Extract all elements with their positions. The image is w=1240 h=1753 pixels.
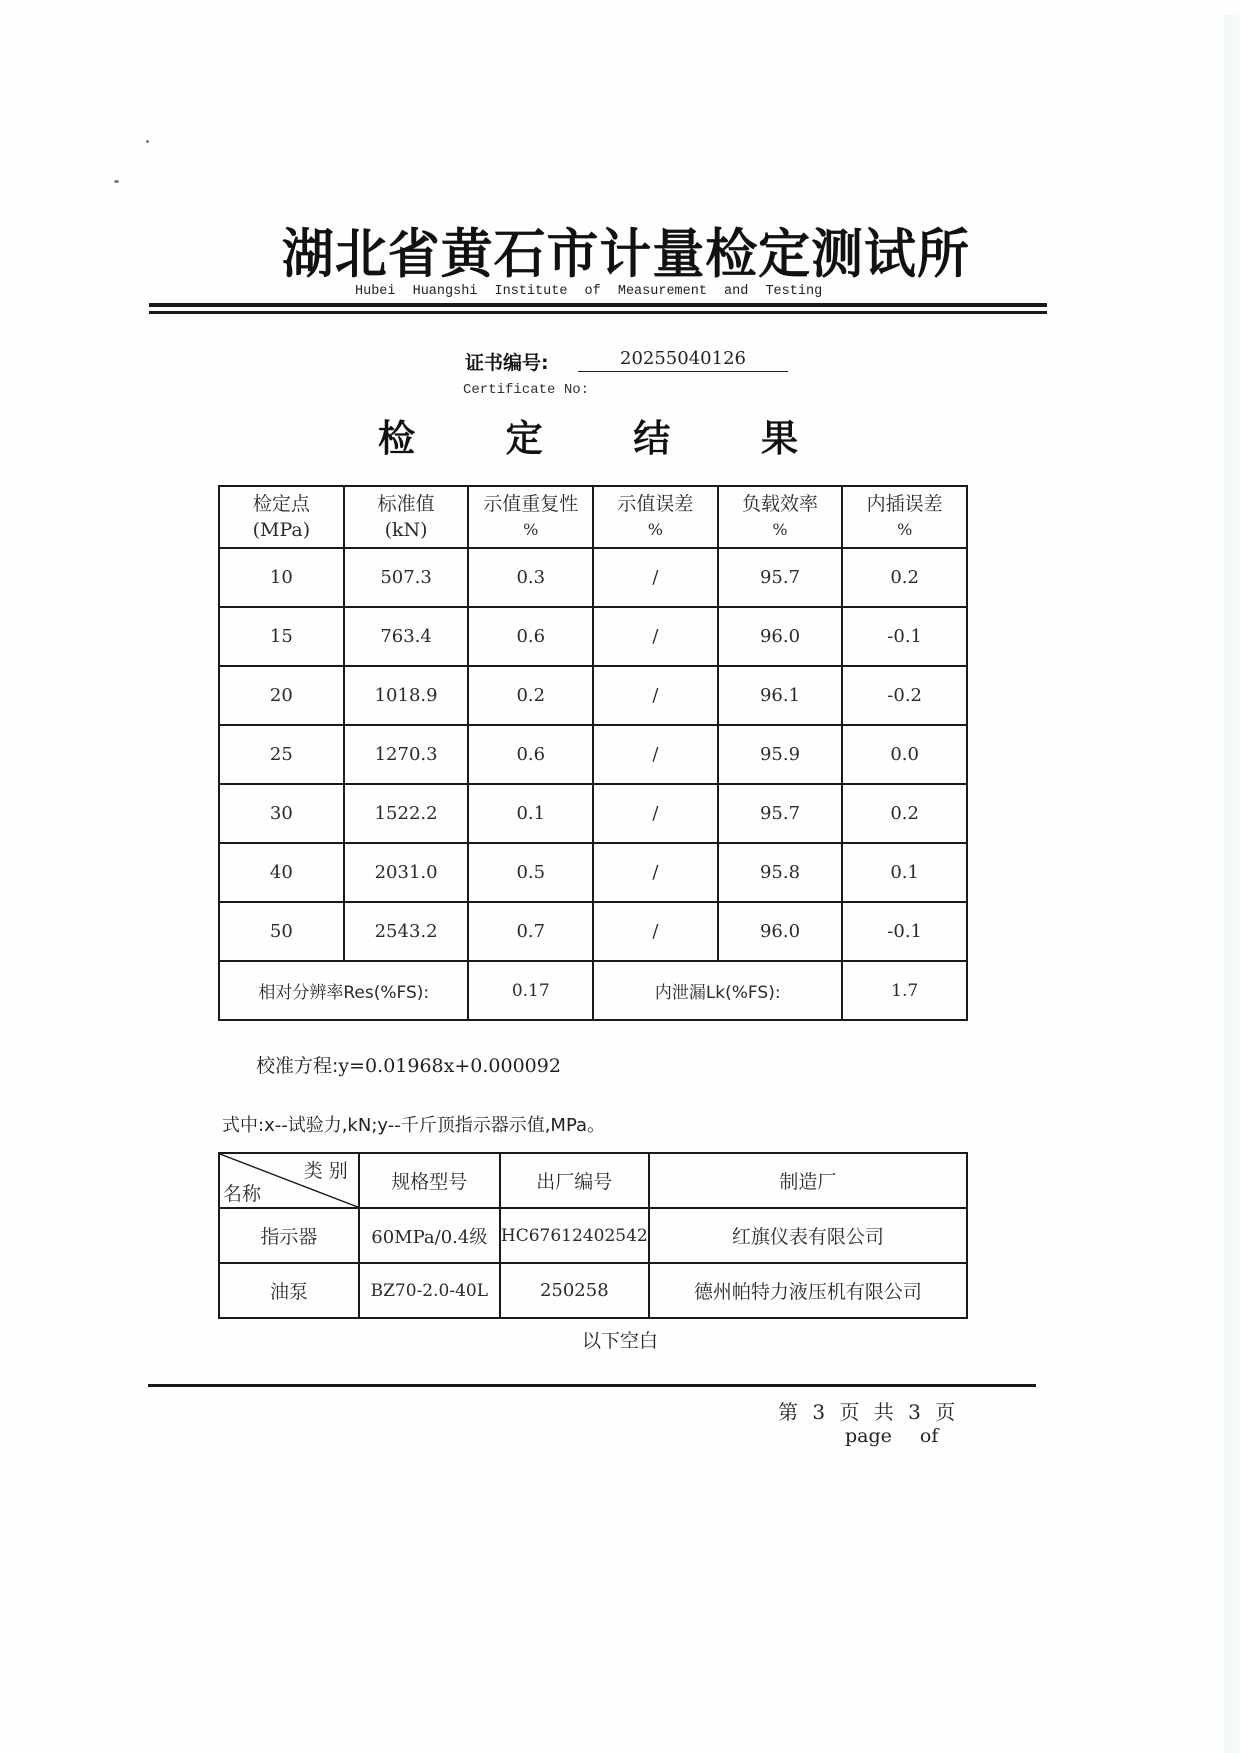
column-header: 标准值 (kN) xyxy=(344,486,469,548)
cell-test-point: 50 xyxy=(219,902,344,961)
cell-load-efficiency: 96.1 xyxy=(718,666,843,725)
page-number-cn: 第 3 页 共 3 页 xyxy=(778,1400,956,1424)
footer-rule xyxy=(148,1384,1036,1387)
scan-speck xyxy=(114,180,119,183)
table-row xyxy=(219,548,967,607)
cell-standard-value: 1270.3 xyxy=(344,725,469,784)
cell-equipment-name: 油泵 xyxy=(219,1263,359,1318)
cell-test-point: 15 xyxy=(219,607,344,666)
cell-repeatability: 0.6 xyxy=(468,607,593,666)
table-header-row xyxy=(219,486,967,548)
cell-serial: HC67612402542 xyxy=(500,1208,649,1263)
leakage-label: 内泄漏Lk(%FS): xyxy=(593,961,842,1020)
page-number-en: page of xyxy=(845,1425,939,1447)
cell-standard-value: 1018.9 xyxy=(344,666,469,725)
calibration-formula: y=0.01968x+0.000092 xyxy=(338,1055,561,1077)
column-header: 示值重复性 % xyxy=(468,486,593,548)
column-header: 制造厂 xyxy=(649,1153,967,1208)
cell-manufacturer: 德州帕特力液压机有限公司 xyxy=(649,1263,967,1318)
cell-load-efficiency: 96.0 xyxy=(718,902,843,961)
cell-test-point: 20 xyxy=(219,666,344,725)
corner-category-label: 类别 xyxy=(303,1160,354,1182)
cell-indication-error: / xyxy=(593,902,718,961)
cell-interpolation-error: -0.1 xyxy=(842,607,967,666)
certificate-label: 证书编号: xyxy=(465,352,549,374)
cell-load-efficiency: 95.7 xyxy=(718,784,843,843)
blank-below-note: 以下空白 xyxy=(581,1330,658,1352)
cell-interpolation-error: 0.2 xyxy=(842,784,967,843)
header-rule xyxy=(149,311,1047,314)
cell-repeatability: 0.1 xyxy=(468,784,593,843)
cell-interpolation-error: 0.2 xyxy=(842,548,967,607)
column-header: 检定点 (MPa) xyxy=(219,486,344,548)
equation-note: 式中:x--试验力,kN;y--千斤顶指示器示值,MPa。 xyxy=(222,1115,606,1136)
leakage-value: 1.7 xyxy=(842,961,967,1020)
corner-name-label: 名称 xyxy=(223,1183,262,1205)
calibration-label: 校准方程: xyxy=(256,1055,339,1077)
cell-interpolation-error: -0.1 xyxy=(842,902,967,961)
equipment-table xyxy=(218,1152,968,1319)
cell-test-point: 10 xyxy=(219,548,344,607)
resolution-value: 0.17 xyxy=(468,961,593,1020)
table-row xyxy=(219,1263,967,1318)
heading-char: 结 xyxy=(633,417,671,460)
cell-equipment-name: 指示器 xyxy=(219,1208,359,1263)
column-header: 示值误差 % xyxy=(593,486,718,548)
cell-indication-error: / xyxy=(593,607,718,666)
cell-repeatability: 0.2 xyxy=(468,666,593,725)
cell-standard-value: 507.3 xyxy=(344,548,469,607)
results-heading xyxy=(378,408,798,462)
cell-repeatability: 0.7 xyxy=(468,902,593,961)
institute-title: 湖北省黄石市计量检定测试所 xyxy=(281,224,970,285)
cell-load-efficiency: 95.8 xyxy=(718,843,843,902)
heading-char: 果 xyxy=(760,417,798,460)
cell-indication-error: / xyxy=(593,843,718,902)
corner-header xyxy=(219,1153,359,1208)
cell-indication-error: / xyxy=(593,784,718,843)
table-row xyxy=(219,902,967,961)
cell-manufacturer: 红旗仪表有限公司 xyxy=(649,1208,967,1263)
institute-subtitle-en: Hubei Huangshi Institute of Measurement and Testing xyxy=(355,284,823,299)
table-header-row xyxy=(219,1153,967,1208)
table-row xyxy=(219,666,967,725)
table-row xyxy=(219,725,967,784)
cell-standard-value: 2543.2 xyxy=(344,902,469,961)
heading-char: 检 xyxy=(378,417,415,460)
cell-model: 60MPa/0.4级 xyxy=(359,1208,500,1263)
cell-repeatability: 0.3 xyxy=(468,548,593,607)
header-rule xyxy=(149,303,1047,307)
cell-interpolation-error: 0.1 xyxy=(842,843,967,902)
column-header: 负载效率 % xyxy=(718,486,843,548)
cell-repeatability: 0.5 xyxy=(468,843,593,902)
cell-load-efficiency: 95.7 xyxy=(718,548,843,607)
cell-test-point: 25 xyxy=(219,725,344,784)
table-row xyxy=(219,1208,967,1263)
scan-speck xyxy=(146,140,149,143)
cell-interpolation-error: 0.0 xyxy=(842,725,967,784)
cell-standard-value: 1522.2 xyxy=(344,784,469,843)
heading-char: 定 xyxy=(505,417,543,460)
cell-serial: 250258 xyxy=(500,1263,649,1318)
cell-model: BZ70-2.0-40L xyxy=(359,1263,500,1318)
calibration-equation xyxy=(256,1051,561,1078)
certificate-label-en: Certificate No: xyxy=(463,382,590,398)
column-header: 出厂编号 xyxy=(500,1153,649,1208)
cell-indication-error: / xyxy=(593,666,718,725)
table-row xyxy=(219,607,967,666)
cell-indication-error: / xyxy=(593,725,718,784)
column-header: 规格型号 xyxy=(359,1153,500,1208)
cell-standard-value: 2031.0 xyxy=(344,843,469,902)
resolution-label: 相对分辨率Res(%FS): xyxy=(219,961,468,1020)
table-row xyxy=(219,843,967,902)
column-header: 内插误差 % xyxy=(842,486,967,548)
results-table xyxy=(218,485,968,1021)
table-row xyxy=(219,784,967,843)
cell-indication-error: / xyxy=(593,548,718,607)
cell-interpolation-error: -0.2 xyxy=(842,666,967,725)
summary-row xyxy=(219,961,967,1020)
cell-load-efficiency: 96.0 xyxy=(718,607,843,666)
cell-standard-value: 763.4 xyxy=(344,607,469,666)
cell-test-point: 30 xyxy=(219,784,344,843)
certificate-number: 20255040126 xyxy=(578,348,788,372)
cell-load-efficiency: 95.9 xyxy=(718,725,843,784)
cell-test-point: 40 xyxy=(219,843,344,902)
cell-repeatability: 0.6 xyxy=(468,725,593,784)
